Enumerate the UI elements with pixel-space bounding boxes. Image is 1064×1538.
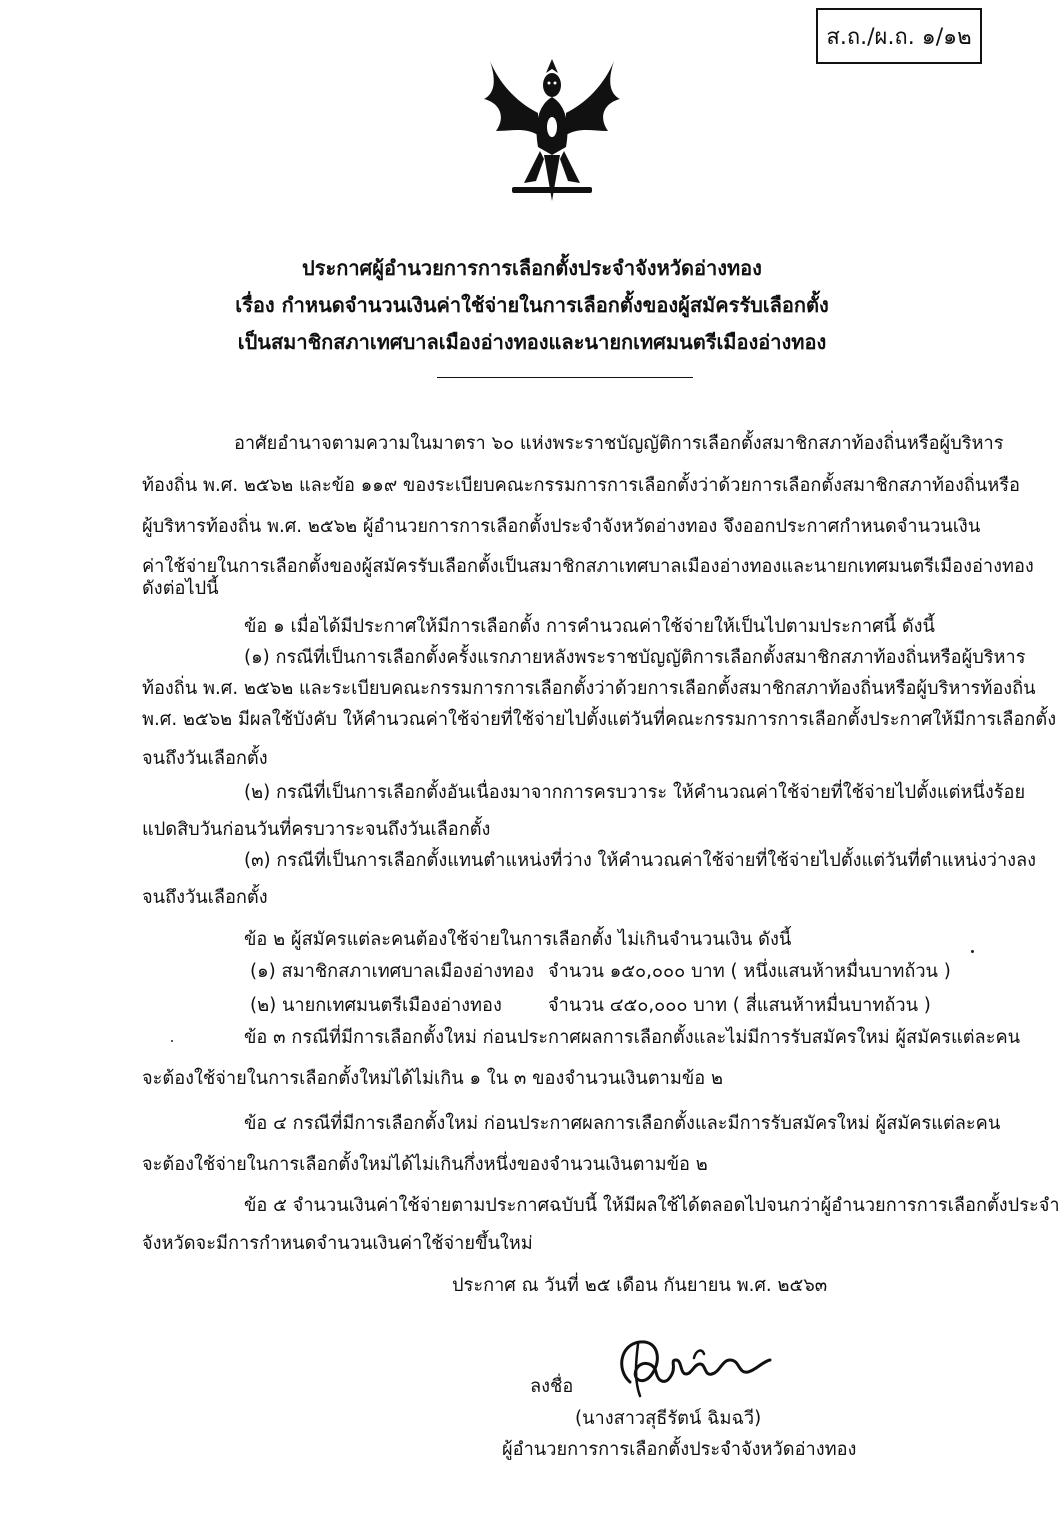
clause-1-case-3: จนถึงวันเลือกตั้ง [142,887,268,908]
clause-1-case-3: (๓) กรณีที่เป็นการเลือกตั้งแทนตำแหน่งที่ว่าง ให้คำนวณค่าใช้จ่ายที่ใช้จ่ายไปตั้งแต่วันที่ตำแหน่งว่างลง [244,850,1037,871]
clause-5-line: ข้อ ๕ จำนวนเงินค่าใช้จ่ายตามประกาศฉบับนี้ ให้มีผลใช้ได้ตลอดไปจนกว่าผู้อำนวยการการเลือกตั้งประจำ [244,1195,1060,1216]
clause-4-line: จะต้องใช้จ่ายในการเลือกตั้งใหม่ได้ไม่เกินกึ่งหนึ่งของจำนวนเงินตามข้อ ๒ [142,1154,708,1175]
title-line-3: เป็นสมาชิกสภาเทศบาลเมืองอ่างทองและนายกเทศมนตรีเมืองอ่างทอง [237,330,827,354]
clause-1-case-2: แปดสิบวันก่อนวันที่ครบวาระจนถึงวันเลือกตั้ง [142,819,491,840]
announcement-date: ประกาศ ณ วันที่ ๒๕ เดือน กันยายน พ.ศ. ๒๕๖๓ [452,1275,828,1296]
clause-1-case-2: (๒) กรณีที่เป็นการเลือกตั้งอันเนื่องมาจากการครบวาระ ให้คำนวณค่าใช้จ่ายที่ใช้จ่ายไปตั้งแต่หนึ่งร้อย [244,782,1026,803]
preamble-line: ค่าใช้จ่ายในการเลือกตั้งของผู้สมัครรับเลือกตั้งเป็นสมาชิกสภาเทศบาลเมืองอ่างทองและนายกเทศมนตรีเมืองอ่างทอง [142,556,1034,577]
clause-1-intro: ข้อ ๑ เมื่อได้มีประกาศให้มีการเลือกตั้ง การคำนวณค่าใช้จ่ายให้เป็นไปตามประกาศนี้ ดังนี้ [244,616,935,637]
limit-amount: จำนวน ๑๕๐,๐๐๐ บาท ( หนึ่งแสนห้าหมื่นบาทถ้วน ) [548,961,951,982]
title-divider [437,377,693,378]
clause-4-line: ข้อ ๔ กรณีที่มีการเลือกตั้งใหม่ ก่อนประกาศผลการเลือกตั้งและมีการรับสมัครใหม่ ผู้สมัครแต่ละคน [244,1113,1001,1134]
clause-3-line: จะต้องใช้จ่ายในการเลือกตั้งใหม่ได้ไม่เกิน ๑ ใน ๓ ของจำนวนเงินตามข้อ ๒ [142,1068,723,1089]
limit-amount: จำนวน ๔๕๐,๐๐๐ บาท ( สี่แสนห้าหมื่นบาทถ้วน ) [548,995,931,1016]
signature-label: ลงชื่อ [530,1376,574,1397]
announcement-title [0,250,1064,361]
limit-label: (๒) นายกเทศมนตรีเมืองอ่างทอง [250,995,502,1016]
handwritten-signature [610,1330,780,1410]
title-line-1: ประกาศผู้อำนวยการการเลือกตั้งประจำจังหวัดอ่างทอง [302,256,762,280]
title-line-2: เรื่อง กำหนดจำนวนเงินค่าใช้จ่ายในการเลือกตั้งของผู้สมัครรับเลือกตั้ง [235,293,829,317]
clause-1-case-1: ท้องถิ่น พ.ศ. ๒๕๖๒ และระเบียบคณะกรรมการการเลือกตั้งว่าด้วยการเลือกตั้งสมาชิกสภาท้องถิ่นหรือผู้บริหารท้องถิ่น [142,678,1036,699]
clause-2-intro: ข้อ ๒ ผู้สมัครแต่ละคนต้องใช้จ่ายในการเลือกตั้ง ไม่เกินจำนวนเงิน ดังนี้ [244,929,792,950]
form-code: ส.ถ./ผ.ถ. ๑/๑๒ [826,24,972,50]
clause-1-case-1: พ.ศ. ๒๕๖๒ มีผลใช้บังคับ ให้คำนวณค่าใช้จ่ายที่ใช้จ่ายไปตั้งแต่วันที่คณะกรรมการการเลือกตั้งประกาศให้มีการเลือกตั้ง [142,709,1057,730]
form-code-box [816,8,982,64]
limit-label: (๑) สมาชิกสภาเทศบาลเมืองอ่างทอง [250,961,534,982]
scan-speck [171,1040,173,1042]
signer-name: (นางสาวสุธีรัตน์ ฉิมฉวี) [575,1408,762,1429]
clause-1-case-1: จนถึงวันเลือกตั้ง [142,748,268,769]
clause-5-line: จังหวัดจะมีการกำหนดจำนวนเงินค่าใช้จ่ายขึ้นใหม่ [142,1233,533,1254]
preamble-line: ผู้บริหารท้องถิ่น พ.ศ. ๒๕๖๒ ผู้อำนวยการการเลือกตั้งประจำจังหวัดอ่างทอง จึงออกประกาศกำหนดจำนวนเงิน [142,516,981,537]
preamble-line: ดังต่อไปนี้ [142,578,219,599]
garuda-emblem-icon [478,55,626,205]
scan-speck [971,950,974,953]
clause-1-case-1: (๑) กรณีที่เป็นการเลือกตั้งครั้งแรกภายหลังพระราชบัญญัติการเลือกตั้งสมาชิกสภาท้องถิ่นหรือผู้บริหาร [244,647,1026,668]
clause-3-line: ข้อ ๓ กรณีที่มีการเลือกตั้งใหม่ ก่อนประกาศผลการเลือกตั้งและไม่มีการรับสมัครใหม่ ผู้สมัครแต่ละคน [244,1027,1021,1048]
preamble-line: ท้องถิ่น พ.ศ. ๒๕๖๒ และข้อ ๑๑๙ ของระเบียบคณะกรรมการการเลือกตั้งว่าด้วยการเลือกตั้งสมาชิกสภาท้องถิ่นหรือ [142,475,1020,496]
signer-position: ผู้อำนวยการการเลือกตั้งประจำจังหวัดอ่างทอง [502,1439,857,1460]
preamble-line: อาศัยอำนาจตามความในมาตรา ๖๐ แห่งพระราชบัญญัติการเลือกตั้งสมาชิกสภาท้องถิ่นหรือผู้บริหาร [234,433,1004,454]
